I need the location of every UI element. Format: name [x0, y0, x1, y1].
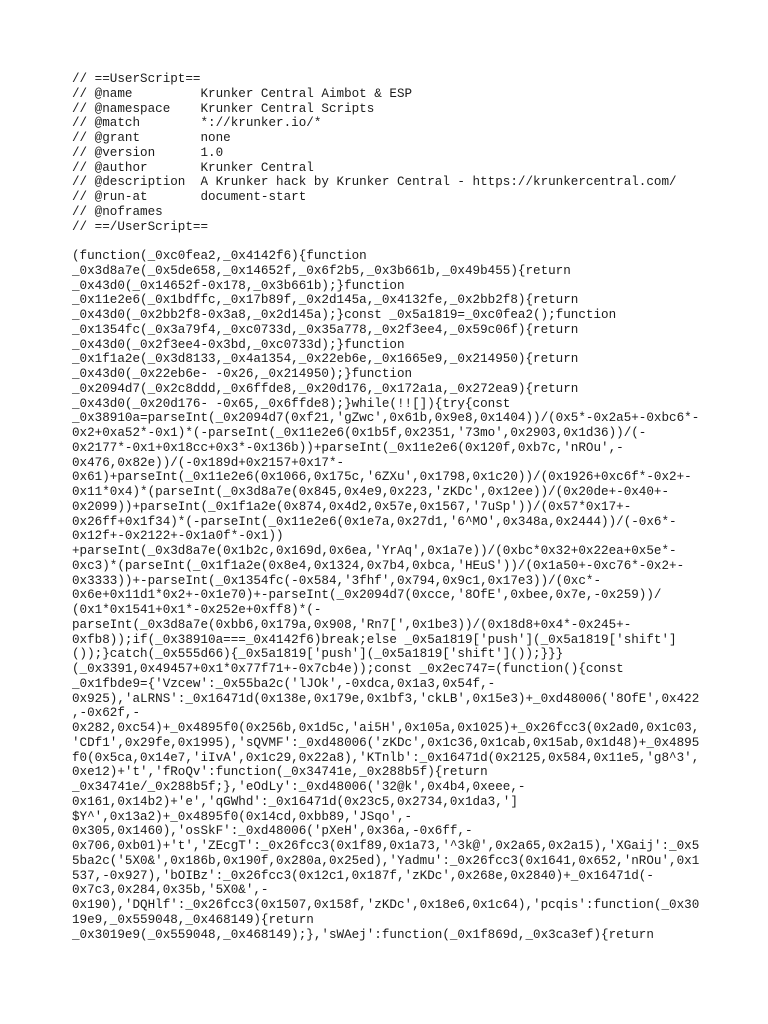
- code-line: 0x11*0x4)*(parseInt(_0x3d8a7e(0x845,0x4e9,0x223,'zKDc',0x12ee))/(0x20de+-0x40+-: [72, 485, 670, 499]
- code-line: _0x43d0(_0x14652f-0x178,_0x3b661b);}function: [72, 278, 405, 293]
- code-line: 0x2+0xa52*-0x1)*(-parseInt(_0x11e2e6(0x1b5f,0x2351,'73mo',0x2903,0x1d36))/(-: [72, 426, 647, 440]
- code-line: 0xe12)+'t','fRoQv':function(_0x34741e,_0x288b5f){return: [72, 765, 488, 780]
- blank-line: [72, 234, 672, 249]
- code-line: 0x305,0x1460),'osSkF':_0xd48006('pXeH',0x36a,-0x6ff,-: [72, 824, 473, 839]
- code-line: 0x61)+parseInt(_0x11e2e6(0x1066,0x175c,'6ZXu',0x1798,0x1c20))/(0x1926+0xc6f*-0x2+-: [72, 470, 692, 485]
- code-line: (0x1*0x1541+0x1*-0x252e+0xff8)*(-: [72, 603, 322, 617]
- code-line: 19e9,_0x559048,_0x468149){return: [72, 912, 314, 927]
- code-line: f0(0x5ca,0x14e7,'iIvA',0x1c29,0x22a8),'KTnlb':_0x16471d(0x2125,0x584,0x11e5,'g8^3',: [72, 750, 700, 765]
- code-line: parseInt(_0x3d8a7e(0xbb6,0x179a,0x908,'Rn7[',0x1be3))/(0x18d8+0x4*-0x245+-: [72, 617, 632, 632]
- code-line: _0x3019e9(_0x559048,_0x468149);},'sWAej':function(_0x1f869d,_0x3ca3ef){return: [72, 927, 654, 942]
- header-line: // @match *://krunker.io/*: [72, 116, 322, 131]
- code-line: 0x706,0xb01)+'t','ZEcgT':_0x26fcc3(0x1f89,0x1a73,'^3k@',0x2a65,0x2a15),'XGaij':_0x5: [72, 839, 700, 853]
- code-line: $Y^',0x13a2)+_0x4895f0(0x14cd,0xbb89,'JSqo',-: [72, 809, 413, 824]
- header-line: // @grant none: [72, 131, 231, 145]
- header-line: // @namespace Krunker Central Scripts: [72, 101, 375, 116]
- header-line: // ==UserScript==: [72, 72, 201, 86]
- code-line: _0x43d0(_0x22eb6e- -0x26,_0x214950);}function: [72, 367, 413, 381]
- code-line: _0x1f1a2e(_0x3d8133,_0x4a1354,_0x22eb6e,_0x1665e9,_0x214950){return: [72, 352, 579, 367]
- header-line: // @name Krunker Central Aimbot & ESP: [72, 86, 413, 101]
- header-line: // ==/UserScript==: [72, 219, 209, 234]
- code-line: 0xc3)*(parseInt(_0x1f1a2e(0x8e4,0x1324,0x7b4,0xbca,'HEuS'))/(0x1a50+-0xc76*-0x2+-: [72, 558, 685, 573]
- code-line: 0xfb8));if(_0x38910a===_0x4142f6)break;else _0x5a1819['push'](_0x5a1819['shift']: [72, 632, 677, 647]
- header-line: // @author Krunker Central: [72, 160, 314, 175]
- code-line: ,-0x62f,-: [72, 706, 141, 721]
- code-line: 0x12f+-0x2122+-0x1a0f*-0x1)): [72, 529, 284, 544]
- code-line: _0x2094d7(_0x2c8ddd,_0x6ffde8,_0x20d176,_0x172a1a,_0x272ea9){return: [72, 381, 579, 396]
- code-line: (_0x3391,0x49457+0x1*0x77f71+-0x7cb4e));const _0x2ec747=(function(){const: [72, 662, 624, 676]
- code-line: +parseInt(_0x3d8a7e(0x1b2c,0x169d,0x6ea,'YrAq',0x1a7e))/(0xbc*0x32+0x22ea+0x5e*-: [72, 544, 677, 558]
- code-line: 0x2177*-0x1+0x18cc+0x3*-0x136b))+parseInt(_0x11e2e6(0x120f,0xb7c,'nROu',-: [72, 440, 624, 455]
- code-line: ());}catch(_0x555d66){_0x5a1819['push'](_0x5a1819['shift']());}}}: [72, 647, 564, 662]
- code-line: 0x161,0x14b2)+'e','qGWhd':_0x16471d(0x23c5,0x2734,0x1da3,']: [72, 794, 518, 809]
- header-line: // @run-at document-start: [72, 190, 307, 204]
- code-line: _0x34741e/_0x288b5f;},'eOdLy':_0xd48006('32@k',0x4b4,0xeee,-: [72, 780, 526, 794]
- code-line: _0x1354fc(_0x3a79f4,_0xc0733d,_0x35a778,_0x2f3ee4,_0x59c06f){return: [72, 322, 579, 337]
- code-line: _0x38910a=parseInt(_0x2094d7(0xf21,'gZwc',0x61b,0x9e8,0x1404))/(0x5*-0x2a5+-0xbc6*-: [72, 411, 700, 426]
- code-line: 0x282,0xc54)+_0x4895f0(0x256b,0x1d5c,'ai5H',0x105a,0x1025)+_0x26fcc3(0x2ad0,0x1c03,: [72, 721, 700, 735]
- code-line: 0x7c3,0x284,0x35b,'5X0&',-: [72, 883, 269, 898]
- header-line: // @version 1.0: [72, 145, 224, 160]
- header-line: // @description A Krunker hack by Krunker Central - https://krunkercentral.com/: [72, 175, 677, 190]
- code-line: (function(_0xc0fea2,_0x4142f6){function: [72, 249, 367, 263]
- code-line: _0x1fbde9={'Vzcew':_0x55ba2c('lJOk',-0xdca,0x1a3,0x54f,-: [72, 676, 496, 691]
- code-line: 0x26ff+0x1f34)*(-parseInt(_0x11e2e6(0x1e7a,0x27d1,'6^MO',0x348a,0x2444))/(-0x6*-: [72, 514, 677, 529]
- obfuscated-code: [72, 249, 700, 942]
- code-line: 0x6e+0x11d1*0x2+-0x1e70)+-parseInt(_0x2094d7(0xcce,'8OfE',0xbee,0x7e,-0x259))/: [72, 588, 662, 603]
- header-line: // @noframes: [72, 204, 163, 219]
- code-line: _0x3d8a7e(_0x5de658,_0x14652f,_0x6f2b5,_0x3b661b,_0x49b455){return: [72, 263, 571, 278]
- code-line: 0x476,0x82e))/(-0x189d+0x2157+0x17*-: [72, 455, 345, 470]
- userscript-header: [72, 72, 677, 234]
- code-line: 5ba2c('5X0&',0x186b,0x190f,0x280a,0x25ed),'Yadmu':_0x26fcc3(0x1641,0x652,'nROu',0x1: [72, 853, 700, 868]
- code-line: 0x190),'DQHlf':_0x26fcc3(0x1507,0x158f,'zKDc',0x18e6,0x1c64),'pcqis':function(_0x30: [72, 898, 700, 912]
- code-page: [72, 72, 700, 942]
- code-line: 0x2099))+parseInt(_0x1f1a2e(0x874,0x4d2,0x57e,0x1567,'7uSp'))/(0x57*0x17+-: [72, 499, 632, 514]
- code-line: 537,-0x927),'bOIBz':_0x26fcc3(0x12c1,0x187f,'zKDc',0x268e,0x2840)+_0x16471d(-: [72, 868, 654, 883]
- code-line: 0x925),'aLRNS':_0x16471d(0x138e,0x179e,0x1bf3,'ckLB',0x15e3)+_0xd48006('8OfE',0x422: [72, 691, 700, 706]
- code-line: _0x43d0(_0x2bb2f8-0x3a8,_0x2d145a);}const _0x5a1819=_0xc0fea2();function: [72, 308, 617, 322]
- code-line: 0x3333))+-parseInt(_0x1354fc(-0x584,'3fhf',0x794,0x9c1,0x17e3))/(0xc*-: [72, 573, 602, 588]
- code-line: 'CDf1',0x29fe,0x1995),'sQVMF':_0xd48006('zKDc',0x1c36,0x1cab,0x15ab,0x1d48)+_0x4895: [72, 735, 700, 750]
- code-line: _0x11e2e6(_0x1bdffc,_0x17b89f,_0x2d145a,_0x4132fe,_0x2bb2f8){return: [72, 293, 579, 308]
- code-line: _0x43d0(_0x2f3ee4-0x3bd,_0xc0733d);}function: [72, 337, 405, 352]
- code-line: _0x43d0(_0x20d176- -0x65,_0x6ffde8);}while(!![]){try{const: [72, 396, 511, 411]
